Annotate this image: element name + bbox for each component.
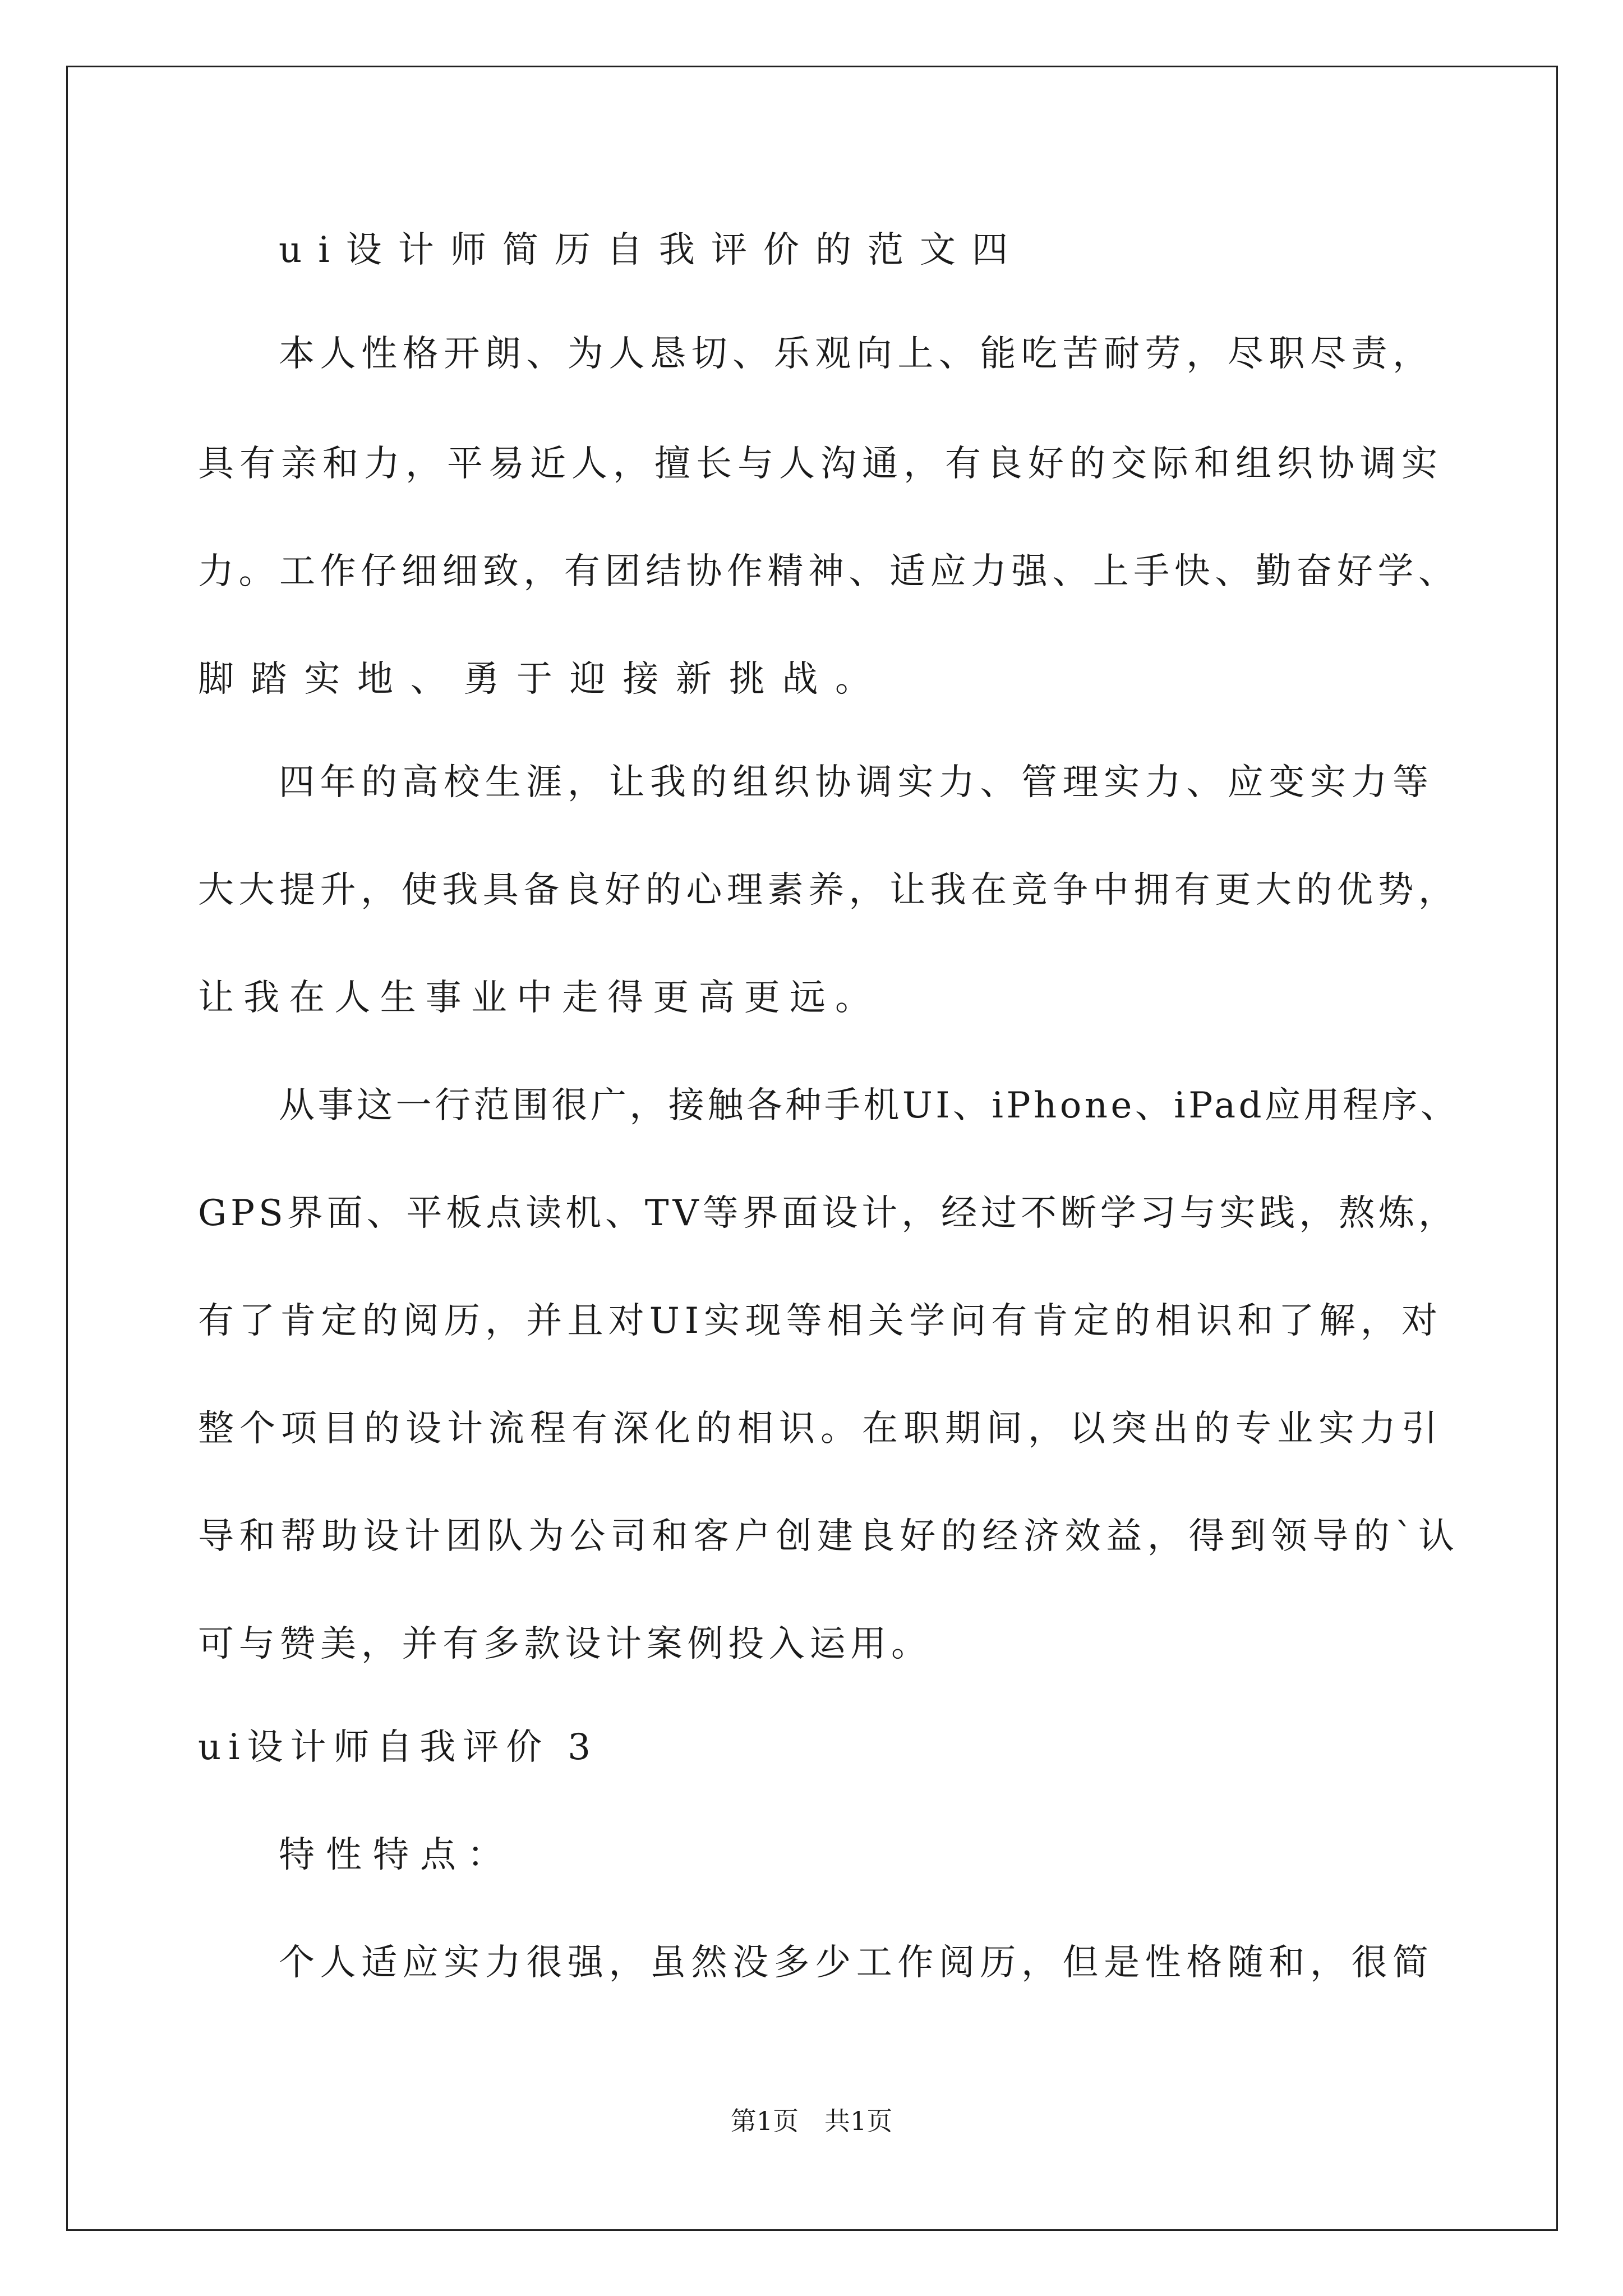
page-number: 第1页 [730, 2106, 799, 2136]
paragraph-line: 力。工作仔细细致，有团结协作精神、适应力强、上手快、勤奋好学、 [198, 551, 1459, 592]
page-footer [0, 2108, 1623, 2134]
paragraph-line: 导和帮助设计团队为公司和客户创建良好的经济效益，得到领导的`认 [198, 1516, 1460, 1557]
paragraph-line: GPS界面、平板点读机、TV等界面设计，经过不断学习与实践，熬炼， [198, 1193, 1458, 1234]
paragraph-line: 大大提升，使我具备良好的心理素养，让我在竞争中拥有更大的优势， [198, 869, 1459, 911]
paragraph-line: 可与赞美，并有多款设计案例投入运用。 [198, 1623, 932, 1665]
page-border [66, 66, 1558, 2231]
paragraph-line: 四年的高校生涯，让我的组织协调实力、管理实力、应变实力等 [279, 762, 1434, 803]
paragraph-line: 从事这一行范围很广，接触各种手机UI、iPhone、iPad应用程序、 [279, 1085, 1460, 1126]
section-heading: ui设计师自我评价 3 [198, 1727, 598, 1768]
paragraph-line: 个人适应实力很强，虽然没多少工作阅历，但是性格随和，很简 [279, 1942, 1434, 1984]
paragraph-line: 特性特点： [279, 1834, 514, 1876]
section-heading: ui设计师简历自我评价的范文四 [279, 229, 1025, 271]
paragraph-line: 整个项目的设计流程有深化的相识。在职期间，以突出的专业实力引 [198, 1408, 1443, 1450]
page-total: 共1页 [824, 2106, 893, 2136]
paragraph-line: 有了肯定的阅历，并且对UI实现等相关学问有肯定的相识和了解，对 [198, 1300, 1443, 1342]
paragraph-line: 本人性格开朗、为人恳切、乐观向上、能吃苦耐劳，尽职尽责， [279, 333, 1434, 375]
paragraph-line: 脚踏实地、勇于迎接新挑战。 [198, 659, 888, 700]
paragraph-line: 让我在人生事业中走得更高更远。 [198, 977, 881, 1019]
paragraph-line: 具有亲和力，平易近人，擅长与人沟通，有良好的交际和组织协调实 [198, 443, 1443, 485]
